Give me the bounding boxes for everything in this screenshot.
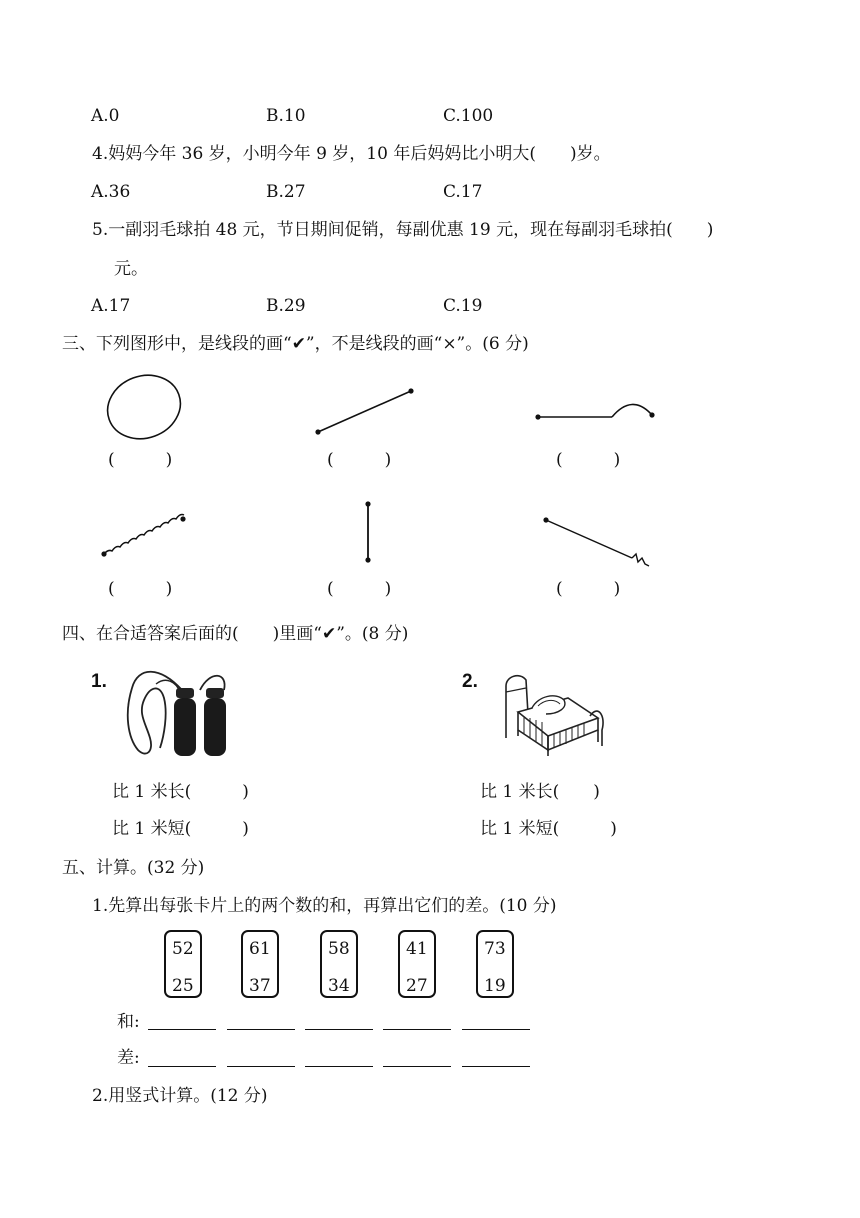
sum-blank-4[interactable] bbox=[383, 1029, 451, 1030]
number-card-5 bbox=[476, 930, 514, 998]
section5-sub2: 2.用竖式计算。(12 分) bbox=[92, 1086, 268, 1106]
answer-paren-2[interactable]: ( ) bbox=[327, 450, 392, 470]
number-card-1 bbox=[164, 930, 202, 998]
number-card-2 bbox=[241, 930, 279, 998]
section5-sub1: 1.先算出每张卡片上的两个数的和，再算出它们的差。(10 分) bbox=[92, 896, 557, 916]
section4-title: 四、在合适答案后面的( )里画“✔”。(8 分) bbox=[62, 624, 409, 644]
section3-title: 三、下列图形中，是线段的画“✔”，不是线段的画“×”。(6 分) bbox=[62, 334, 529, 354]
sum-label: 和: bbox=[117, 1012, 140, 1032]
number-card-4 bbox=[398, 930, 436, 998]
item2-shorter[interactable]: 比 1 米短( ) bbox=[480, 819, 617, 839]
answer-paren-5[interactable]: ( ) bbox=[327, 579, 392, 599]
answer-paren-6[interactable]: ( ) bbox=[556, 579, 621, 599]
ray-shape bbox=[540, 512, 655, 574]
q3-option-a: A.0 bbox=[91, 106, 120, 126]
q4-text: 4.妈妈今年 36 岁，小明今年 9 岁，10 年后妈妈比小明大( )岁。 bbox=[92, 144, 611, 164]
card-bottom-number: 37 bbox=[249, 976, 271, 996]
q3-option-b: B.10 bbox=[266, 106, 306, 126]
item2-longer[interactable]: 比 1 米长( ) bbox=[480, 782, 600, 802]
q4-option-c: C.17 bbox=[443, 182, 483, 202]
q5-text-line2: 元。 bbox=[114, 259, 148, 279]
q5-option-c: C.19 bbox=[443, 296, 483, 316]
number-card-3 bbox=[320, 930, 358, 998]
section5-title: 五、计算。(32 分) bbox=[62, 858, 205, 878]
item1-longer[interactable]: 比 1 米长( ) bbox=[112, 782, 249, 802]
card-bottom-number: 25 bbox=[172, 976, 194, 996]
diff-blank-3[interactable] bbox=[305, 1066, 373, 1067]
answer-paren-3[interactable]: ( ) bbox=[556, 450, 621, 470]
answer-paren-4[interactable]: ( ) bbox=[108, 579, 173, 599]
card-top-number: 73 bbox=[484, 939, 506, 959]
item2-number: 2. bbox=[462, 671, 478, 692]
q5-option-b: B.29 bbox=[266, 296, 306, 316]
q3-option-c: C.100 bbox=[443, 106, 494, 126]
diff-blank-5[interactable] bbox=[462, 1066, 530, 1067]
card-top-number: 52 bbox=[172, 939, 194, 959]
sum-blank-5[interactable] bbox=[462, 1029, 530, 1030]
sum-blank-3[interactable] bbox=[305, 1029, 373, 1030]
ellipse-shape bbox=[100, 372, 190, 442]
card-bottom-number: 34 bbox=[328, 976, 350, 996]
item1-shorter[interactable]: 比 1 米短( ) bbox=[112, 819, 249, 839]
sum-blank-1[interactable] bbox=[148, 1029, 216, 1030]
card-top-number: 61 bbox=[249, 939, 271, 959]
jump-rope-icon bbox=[120, 664, 256, 760]
answer-paren-1[interactable]: ( ) bbox=[108, 450, 173, 470]
line-segment-shape bbox=[310, 385, 420, 437]
card-bottom-number: 27 bbox=[406, 976, 428, 996]
item1-number: 1. bbox=[91, 671, 107, 692]
diff-blank-2[interactable] bbox=[227, 1066, 295, 1067]
wavy-line-shape bbox=[98, 510, 190, 560]
diff-blank-1[interactable] bbox=[148, 1066, 216, 1067]
q5-option-a: A.17 bbox=[91, 296, 131, 316]
diff-label: 差: bbox=[117, 1048, 140, 1068]
line-arc-shape bbox=[532, 393, 657, 423]
q5-text-line1: 5.一副羽毛球拍 48 元，节日期间促销，每副优惠 19 元，现在每副羽毛球拍( ) bbox=[92, 220, 714, 240]
vertical-segment-shape bbox=[358, 498, 378, 566]
q4-option-b: B.27 bbox=[266, 182, 306, 202]
bed-icon bbox=[498, 668, 608, 760]
q4-option-a: A.36 bbox=[91, 182, 131, 202]
card-top-number: 41 bbox=[406, 939, 428, 959]
sum-blank-2[interactable] bbox=[227, 1029, 295, 1030]
card-bottom-number: 19 bbox=[484, 976, 506, 996]
card-top-number: 58 bbox=[328, 939, 350, 959]
diff-blank-4[interactable] bbox=[383, 1066, 451, 1067]
